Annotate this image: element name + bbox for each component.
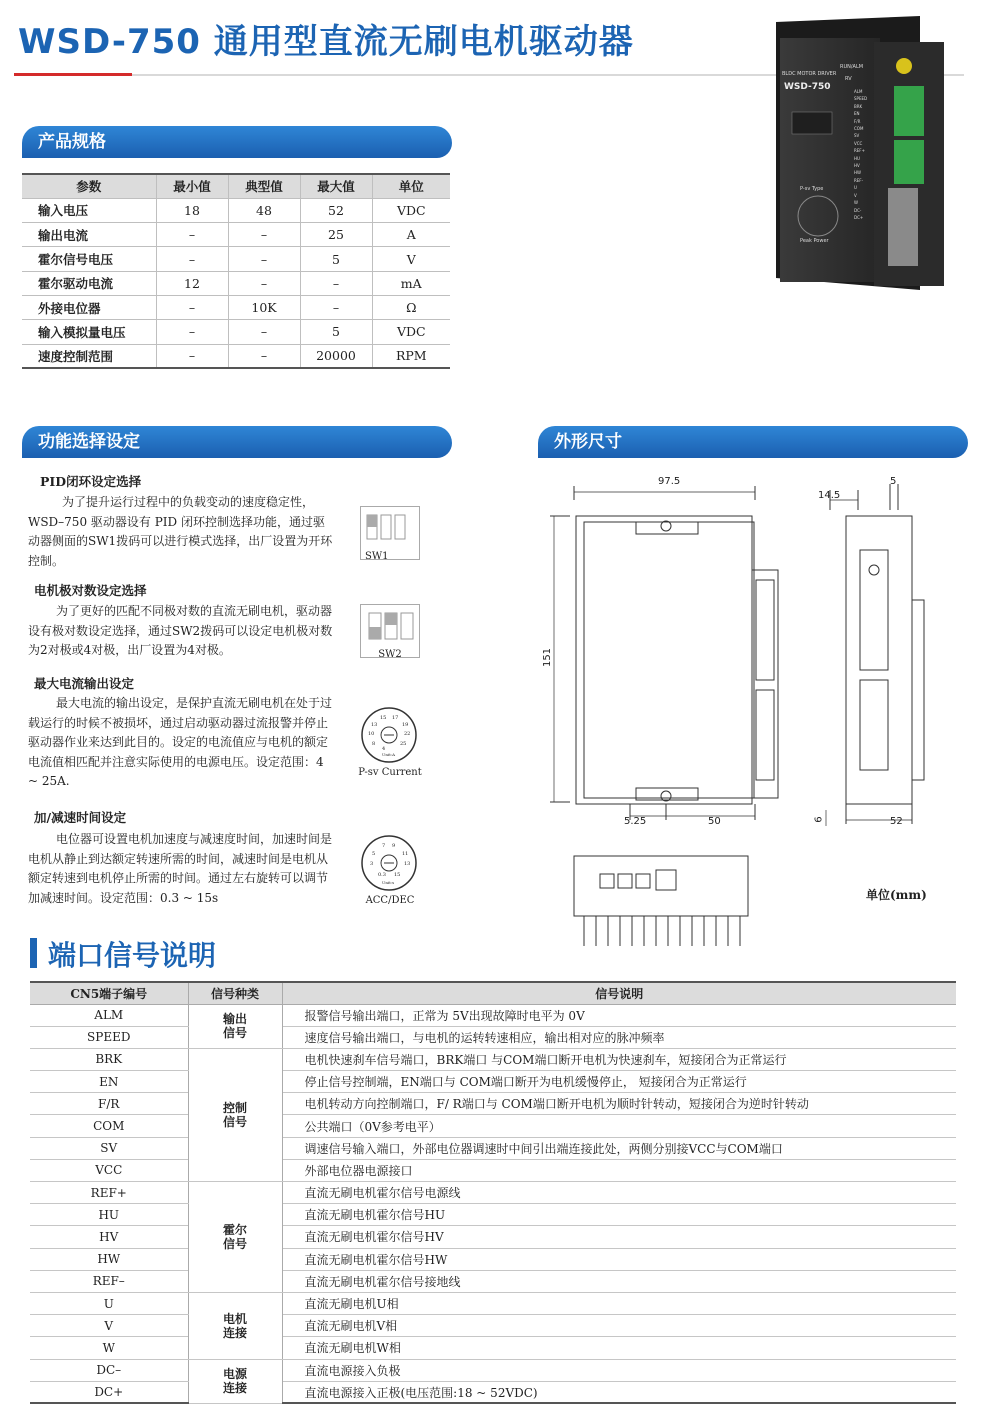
fn-body-pid: 为了提升运行过程中的负载变动的速度稳定性，WSD–750 驱动器设有 PID 闭环控制选择功能，通过驱动器侧面的SW1拨码可以进行模式选择，出厂设置为开环控制。 [28, 495, 333, 568]
dial-number: 15 [394, 872, 401, 878]
device-run-alm-text: RUN/ALM [840, 64, 864, 70]
dim-side-width: 52 [890, 816, 903, 827]
spec-cell: – [156, 344, 228, 368]
port-desc: 电机快速刹车信号端口，BRK端口 与COM端口断开电机为快速刹车，短接闭合为正常运行 [282, 1048, 956, 1070]
dial-number: 19 [402, 722, 409, 728]
spec-cell: 25 [300, 223, 372, 247]
port-pin: F/R [30, 1093, 188, 1115]
terminal-label: DC+ [854, 214, 864, 220]
spec-cell: 52 [300, 198, 372, 222]
ports-table [30, 981, 956, 1404]
terminal-label: REF+ [854, 148, 865, 154]
spec-cell: 5 [300, 247, 372, 271]
spec-cell: – [300, 295, 372, 319]
spec-cell: RPM [372, 344, 450, 368]
table-row [30, 1004, 956, 1026]
spec-cell: 输入电压 [22, 198, 156, 222]
port-desc: 外部电位器电源接口 [282, 1159, 956, 1181]
title-divider-accent [14, 73, 132, 76]
terminal-label: HU [854, 155, 860, 161]
dial-number: 13 [404, 861, 411, 867]
fn-title-current: 最大电流输出设定 [34, 676, 135, 691]
dial-number: 8 [372, 741, 376, 747]
spec-col-typ: 典型值 [228, 174, 300, 198]
spec-cell: 18 [156, 198, 228, 222]
device-model-text: WSD-750 [784, 82, 831, 92]
table-row [30, 1248, 956, 1270]
port-desc: 公共端口（0V参考电平） [282, 1115, 956, 1137]
dial-number: 11 [402, 851, 409, 857]
function-heading: 功能选择设定 [22, 426, 452, 458]
table-row [30, 1026, 956, 1048]
current-dial [360, 706, 418, 764]
dial-number: 5 [372, 851, 376, 857]
fn-body-accdec: 电位器可设置电机加速度与减速度时间，加速时间是电机从静止到达额定转速所需的时间，减速时间是电机从额定转速到电机停止所需的时间。通过左右旋转可以调节加减速时间。设定范围：0.3 ~ 15s [28, 832, 333, 905]
spec-cell: – [228, 271, 300, 295]
dimensions-heading: 外形尺寸 [538, 426, 968, 458]
sw2-switch-image [360, 604, 420, 658]
terminal-label: SPEED [854, 96, 868, 102]
port-pin: SPEED [30, 1026, 188, 1048]
port-desc: 调速信号输入端口，外部电位器调速时中间引出端连接此处，两侧分别接VCC与COM端口 [282, 1137, 956, 1159]
spec-col-max: 最大值 [300, 174, 372, 198]
terminal-label: SV [854, 133, 860, 139]
dial-number: 13 [371, 722, 378, 728]
table-row [30, 1315, 956, 1337]
device-terminal-labels [854, 88, 874, 221]
port-desc: 直流无刷电机霍尔信号HW [282, 1248, 956, 1270]
terminal-label: EN [854, 111, 860, 117]
dim-side-offset: 14.5 [818, 490, 841, 501]
dial-number: 3 [370, 861, 374, 867]
table-row [30, 1115, 956, 1137]
spec-cell: A [372, 223, 450, 247]
port-desc: 电机转动方向控制端口，F/ R端口与 COM端口断开电机为顺时针转动，短接闭合为逆时针转动 [282, 1093, 956, 1115]
table-row [30, 1137, 956, 1159]
port-type: 电机 连接 [188, 1292, 282, 1359]
spec-cell: 48 [228, 198, 300, 222]
ports-heading: 端口信号说明 [48, 939, 217, 972]
spec-cell: – [300, 271, 372, 295]
dial-number: 9 [392, 843, 396, 849]
spec-cell: VDC [372, 198, 450, 222]
spec-cell: – [228, 247, 300, 271]
table-row [30, 1204, 956, 1226]
port-desc: 直流无刷电机霍尔信号接地线 [282, 1270, 956, 1292]
port-pin: COM [30, 1115, 188, 1137]
dial-unit: Unit:A [382, 752, 396, 757]
spec-cell: Ω [372, 295, 450, 319]
port-pin: U [30, 1292, 188, 1314]
port-type: 输出 信号 [188, 1004, 282, 1048]
spec-cell: 10K [228, 295, 300, 319]
port-pin: REF+ [30, 1182, 188, 1204]
port-desc: 报警信号输出端口，正常为 5V出现故障时电平为 0V [282, 1004, 956, 1026]
dim-width: 97.5 [658, 476, 681, 487]
port-desc: 停止信号控制端，EN端口与 COM端口断开为电机缓慢停止， 短接闭合为正常运行 [282, 1071, 956, 1093]
ports-col-desc: 信号说明 [282, 982, 956, 1004]
ports-col-pin: CN5端子编号 [30, 982, 188, 1004]
table-row [30, 1381, 956, 1403]
spec-cell: – [156, 295, 228, 319]
dial-number: 7 [382, 843, 386, 849]
ports-heading-bar [30, 938, 37, 968]
fn-body-current: 最大电流的输出设定，是保护直流无刷电机在处于过载运行的时候不被损坏，通过启动驱动器过流报警并停止驱动器作业来达到此目的。设定的电流值应与电机的额定电流值相匹配并注意实际使用的电源电压。设定范围：4 ~ 25A. [28, 696, 333, 789]
table-row [30, 1071, 956, 1093]
port-type: 电源 连接 [188, 1359, 282, 1403]
table-row [22, 320, 450, 344]
port-pin: BRK [30, 1048, 188, 1070]
terminal-label: W [854, 200, 858, 206]
port-desc: 直流无刷电机U相 [282, 1292, 956, 1314]
spec-cell: 霍尔信号电压 [22, 247, 156, 271]
port-pin: HU [30, 1204, 188, 1226]
spec-cell: – [156, 320, 228, 344]
fn-title-pid: PID闭环设定选择 [40, 474, 142, 489]
port-pin: V [30, 1315, 188, 1337]
sw1-caption: SW1 [365, 551, 389, 562]
spec-cell: 5 [300, 320, 372, 344]
device-brand-text: BLDC MOTOR DRIVER [782, 71, 837, 77]
dim-side-bottom: 6 [813, 816, 825, 823]
spec-cell: V [372, 247, 450, 271]
spec-cell: mA [372, 271, 450, 295]
port-pin: W [30, 1337, 188, 1359]
accdec-caption: ACC/DEC [365, 895, 415, 906]
terminal-label: DC- [854, 207, 862, 213]
dim-side-top: 5 [890, 476, 897, 487]
table-row [30, 1159, 956, 1181]
spec-col-param: 参数 [22, 174, 156, 198]
spec-cell: 输出电流 [22, 223, 156, 247]
port-desc: 直流无刷电机霍尔信号电源线 [282, 1182, 956, 1204]
terminal-label: REF- [854, 177, 864, 183]
dial-number: 22 [404, 731, 411, 737]
terminal-label: F/R [854, 118, 861, 124]
port-desc: 直流无刷电机霍尔信号HV [282, 1226, 956, 1248]
spec-col-min: 最小值 [156, 174, 228, 198]
port-desc: 直流无刷电机V相 [282, 1315, 956, 1337]
spec-cell: 输入模拟量电压 [22, 320, 156, 344]
table-row [22, 344, 450, 368]
terminal-label: BRK [854, 103, 863, 109]
spec-cell: – [228, 344, 300, 368]
dim-mount-spacing: 50 [708, 816, 721, 827]
spec-col-unit: 单位 [372, 174, 450, 198]
port-desc: 直流无刷电机霍尔信号HU [282, 1204, 956, 1226]
port-desc: 直流电源接入正极(电压范围:18 ~ 52VDC) [282, 1381, 956, 1403]
port-type: 控制 信号 [188, 1048, 282, 1181]
port-pin: DC+ [30, 1381, 188, 1403]
current-caption: P-sv Current [358, 767, 422, 778]
terminal-label: COM [854, 126, 864, 132]
device-dial-label: P-sv Type [800, 186, 824, 192]
port-pin: HV [30, 1226, 188, 1248]
spec-cell: – [156, 223, 228, 247]
dial-number: 17 [392, 715, 399, 721]
port-pin: ALM [30, 1004, 188, 1026]
table-row [30, 1093, 956, 1115]
terminal-label: VCC [854, 140, 863, 146]
dim-mount-left: 5.25 [624, 816, 647, 827]
spec-cell: 速度控制范围 [22, 344, 156, 368]
terminal-label: ALM [854, 89, 863, 94]
table-row [30, 1292, 956, 1314]
fn-title-pole: 电机极对数设定选择 [34, 583, 147, 598]
port-pin: DC– [30, 1359, 188, 1381]
port-pin: REF– [30, 1270, 188, 1292]
spec-cell: 霍尔驱动电流 [22, 271, 156, 295]
dim-height: 151 [542, 647, 554, 668]
sw1-switch-image [360, 506, 420, 560]
port-desc: 速度信号输出端口，与电机的运转转速相应，输出相对应的脉冲频率 [282, 1026, 956, 1048]
table-row [30, 1048, 956, 1070]
table-row [22, 271, 450, 295]
sw2-caption: SW2 [378, 649, 402, 660]
port-type: 霍尔 信号 [188, 1182, 282, 1293]
dimension-unit: 单位(mm) [866, 888, 927, 902]
spec-cell: 12 [156, 271, 228, 295]
dial-number: 10 [368, 731, 375, 737]
dial-number: 4 [382, 746, 386, 752]
port-desc: 直流无刷电机W相 [282, 1337, 956, 1359]
port-pin: VCC [30, 1159, 188, 1181]
fn-title-accdec: 加/减速时间设定 [34, 810, 127, 825]
port-pin: HW [30, 1248, 188, 1270]
dial-number: 25 [400, 741, 407, 747]
device-rv-text: RV [845, 76, 852, 82]
device-peak-label: Peak Power [800, 238, 829, 244]
spec-cell: 20000 [300, 344, 372, 368]
dial-unit: Unit:s [382, 880, 395, 885]
table-row [30, 1270, 956, 1292]
fn-body-pole: 为了更好的匹配不同极对数的直流无刷电机，驱动器设有极对数设定选择，通过SW2拨码可以设定电机极对数为2对极或4对极，出厂设置为4对极。 [28, 604, 333, 658]
dial-number: 15 [380, 715, 387, 721]
spec-cell: 外接电位器 [22, 295, 156, 319]
table-row [22, 247, 450, 271]
page-title: WSD-750 通用型直流无刷电机驱动器 [18, 22, 634, 62]
spec-table [22, 173, 450, 369]
table-row [30, 1226, 956, 1248]
spec-heading: 产品规格 [22, 126, 452, 158]
device-photo [770, 16, 946, 290]
port-pin: SV [30, 1137, 188, 1159]
spec-cell: – [156, 247, 228, 271]
terminal-label: V [854, 192, 857, 198]
table-row [30, 1182, 956, 1204]
port-pin: EN [30, 1071, 188, 1093]
spec-cell: VDC [372, 320, 450, 344]
spec-cell: – [228, 320, 300, 344]
table-row [22, 198, 450, 222]
terminal-label: U [854, 185, 857, 191]
table-row [22, 223, 450, 247]
spec-cell: – [228, 223, 300, 247]
ports-col-type: 信号种类 [188, 982, 282, 1004]
dimension-drawing [540, 470, 940, 950]
port-desc: 直流电源接入负极 [282, 1359, 956, 1381]
dial-number: 0.3 [378, 872, 386, 878]
accdec-dial [360, 834, 418, 892]
terminal-label: HV [854, 163, 860, 169]
terminal-label: HW [854, 170, 861, 176]
table-row [22, 295, 450, 319]
table-row [30, 1337, 956, 1359]
table-row [30, 1359, 956, 1381]
